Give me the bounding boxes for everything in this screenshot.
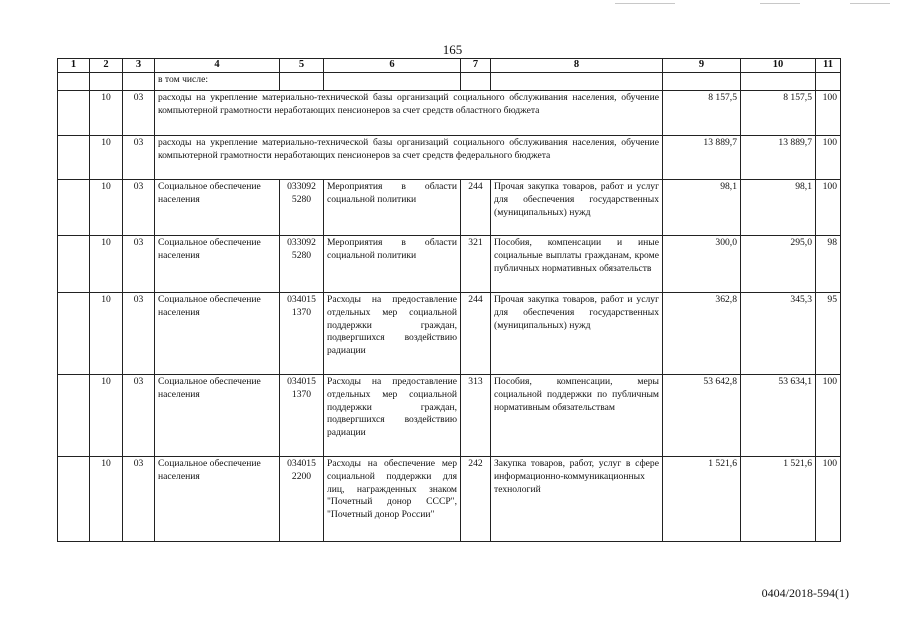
subsection-code: 03	[123, 136, 155, 180]
expense-type-code: 244	[461, 180, 491, 236]
planned-amount: 53 642,8	[663, 375, 741, 457]
section-code: 10	[90, 293, 123, 375]
table-row	[58, 136, 841, 180]
section-name: Социальное обеспечение населения	[155, 375, 280, 457]
table-cell	[58, 180, 90, 236]
table-cell	[123, 73, 155, 91]
actual-amount: 295,0	[741, 236, 816, 293]
table-row	[58, 457, 841, 542]
execution-percent: 100	[816, 457, 841, 542]
expense-type-name: Прочая закупка товаров, работ и услуг для обеспечения государственных (муниципальных) нужд	[491, 293, 663, 375]
table-row	[58, 91, 841, 136]
column-header: 2	[90, 59, 123, 73]
scan-edge-line	[760, 3, 800, 4]
column-header: 7	[461, 59, 491, 73]
scan-edge-line	[850, 3, 890, 4]
target-article-code: 034015 1370	[280, 293, 324, 375]
subsection-code: 03	[123, 293, 155, 375]
table-cell	[58, 136, 90, 180]
execution-percent: 100	[816, 136, 841, 180]
table-row	[58, 73, 841, 91]
section-code: 10	[90, 136, 123, 180]
execution-percent: 100	[816, 91, 841, 136]
budget-table	[57, 58, 841, 542]
actual-amount: 345,3	[741, 293, 816, 375]
table-cell	[58, 73, 90, 91]
target-article-code: 034015 2200	[280, 457, 324, 542]
table-cell	[58, 457, 90, 542]
table-cell	[58, 236, 90, 293]
execution-percent: 98	[816, 236, 841, 293]
expense-type-name: Закупка товаров, работ, услуг в сфере информационно-коммуникационных технологий	[491, 457, 663, 542]
target-article-code: 034015 1370	[280, 375, 324, 457]
target-article-code: 033092 5280	[280, 236, 324, 293]
execution-percent: 95	[816, 293, 841, 375]
table-cell	[90, 73, 123, 91]
section-name: Социальное обеспечение населения	[155, 457, 280, 542]
document-code: 0404/2018-594(1)	[761, 586, 849, 600]
subsection-code: 03	[123, 91, 155, 136]
table-cell	[491, 73, 663, 91]
target-article-name: Мероприятия в области социальной политики	[324, 180, 461, 236]
planned-amount: 98,1	[663, 180, 741, 236]
target-article-name: Расходы на обеспечение мер социальной поддержки для лиц, награжденных знаком "Почетный донор СССР", "Почетный донор России"	[324, 457, 461, 542]
execution-percent: 100	[816, 375, 841, 457]
expense-description: расходы на укрепление материально-технической базы организаций социального обслуживания населения, обучение компьютерной грамотности неработающих пенсионеров за счет средств федерального бюджета	[155, 136, 663, 180]
section-code: 10	[90, 91, 123, 136]
column-header: 10	[741, 59, 816, 73]
intro-text: в том числе:	[155, 73, 280, 91]
table-row	[58, 236, 841, 293]
section-name: Социальное обеспечение населения	[155, 236, 280, 293]
table-row	[58, 180, 841, 236]
table-cell	[58, 375, 90, 457]
column-header: 4	[155, 59, 280, 73]
expense-type-name: Пособия, компенсации, меры социальной поддержки по публичным нормативным обязательствам	[491, 375, 663, 457]
section-code: 10	[90, 375, 123, 457]
subsection-code: 03	[123, 457, 155, 542]
section-code: 10	[90, 236, 123, 293]
table-cell	[58, 91, 90, 136]
planned-amount: 8 157,5	[663, 91, 741, 136]
table-cell	[461, 73, 491, 91]
section-name: Социальное обеспечение населения	[155, 180, 280, 236]
page-number: 165	[442, 42, 463, 57]
expense-type-code: 313	[461, 375, 491, 457]
table-row	[58, 293, 841, 375]
expense-type-code: 244	[461, 293, 491, 375]
execution-percent: 100	[816, 180, 841, 236]
table-cell	[741, 73, 816, 91]
section-code: 10	[90, 180, 123, 236]
table-cell	[58, 293, 90, 375]
target-article-name: Расходы на предоставление отдельных мер социальной поддержки граждан, подвергшихся воздействию радиации	[324, 293, 461, 375]
expense-type-code: 242	[461, 457, 491, 542]
section-name: Социальное обеспечение населения	[155, 293, 280, 375]
planned-amount: 13 889,7	[663, 136, 741, 180]
column-header: 1	[58, 59, 90, 73]
actual-amount: 8 157,5	[741, 91, 816, 136]
planned-amount: 1 521,6	[663, 457, 741, 542]
expense-type-code: 321	[461, 236, 491, 293]
target-article-name: Расходы на предоставление отдельных мер социальной поддержки граждан, подвергшихся воздействию радиации	[324, 375, 461, 457]
table-cell	[816, 73, 841, 91]
table-cell	[663, 73, 741, 91]
actual-amount: 98,1	[741, 180, 816, 236]
target-article-code: 033092 5280	[280, 180, 324, 236]
expense-description: расходы на укрепление материально-технической базы организаций социального обслуживания населения, обучение компьютерной грамотности неработающих пенсионеров за счет средств областного бюджета	[155, 91, 663, 136]
target-article-name: Мероприятия в области социальной политики	[324, 236, 461, 293]
expense-type-name: Пособия, компенсации и иные социальные выплаты гражданам, кроме публичных нормативных обязательств	[491, 236, 663, 293]
section-code: 10	[90, 457, 123, 542]
column-header-row	[58, 59, 841, 73]
expense-type-name: Прочая закупка товаров, работ и услуг для обеспечения государственных (муниципальных) нужд	[491, 180, 663, 236]
column-header: 8	[491, 59, 663, 73]
actual-amount: 13 889,7	[741, 136, 816, 180]
subsection-code: 03	[123, 180, 155, 236]
planned-amount: 300,0	[663, 236, 741, 293]
column-header: 3	[123, 59, 155, 73]
scan-edge-line	[615, 3, 675, 4]
actual-amount: 1 521,6	[741, 457, 816, 542]
planned-amount: 362,8	[663, 293, 741, 375]
table-cell	[324, 73, 461, 91]
subsection-code: 03	[123, 375, 155, 457]
column-header: 6	[324, 59, 461, 73]
column-header: 9	[663, 59, 741, 73]
actual-amount: 53 634,1	[741, 375, 816, 457]
subsection-code: 03	[123, 236, 155, 293]
column-header: 11	[816, 59, 841, 73]
table-row	[58, 375, 841, 457]
table-cell	[280, 73, 324, 91]
column-header: 5	[280, 59, 324, 73]
